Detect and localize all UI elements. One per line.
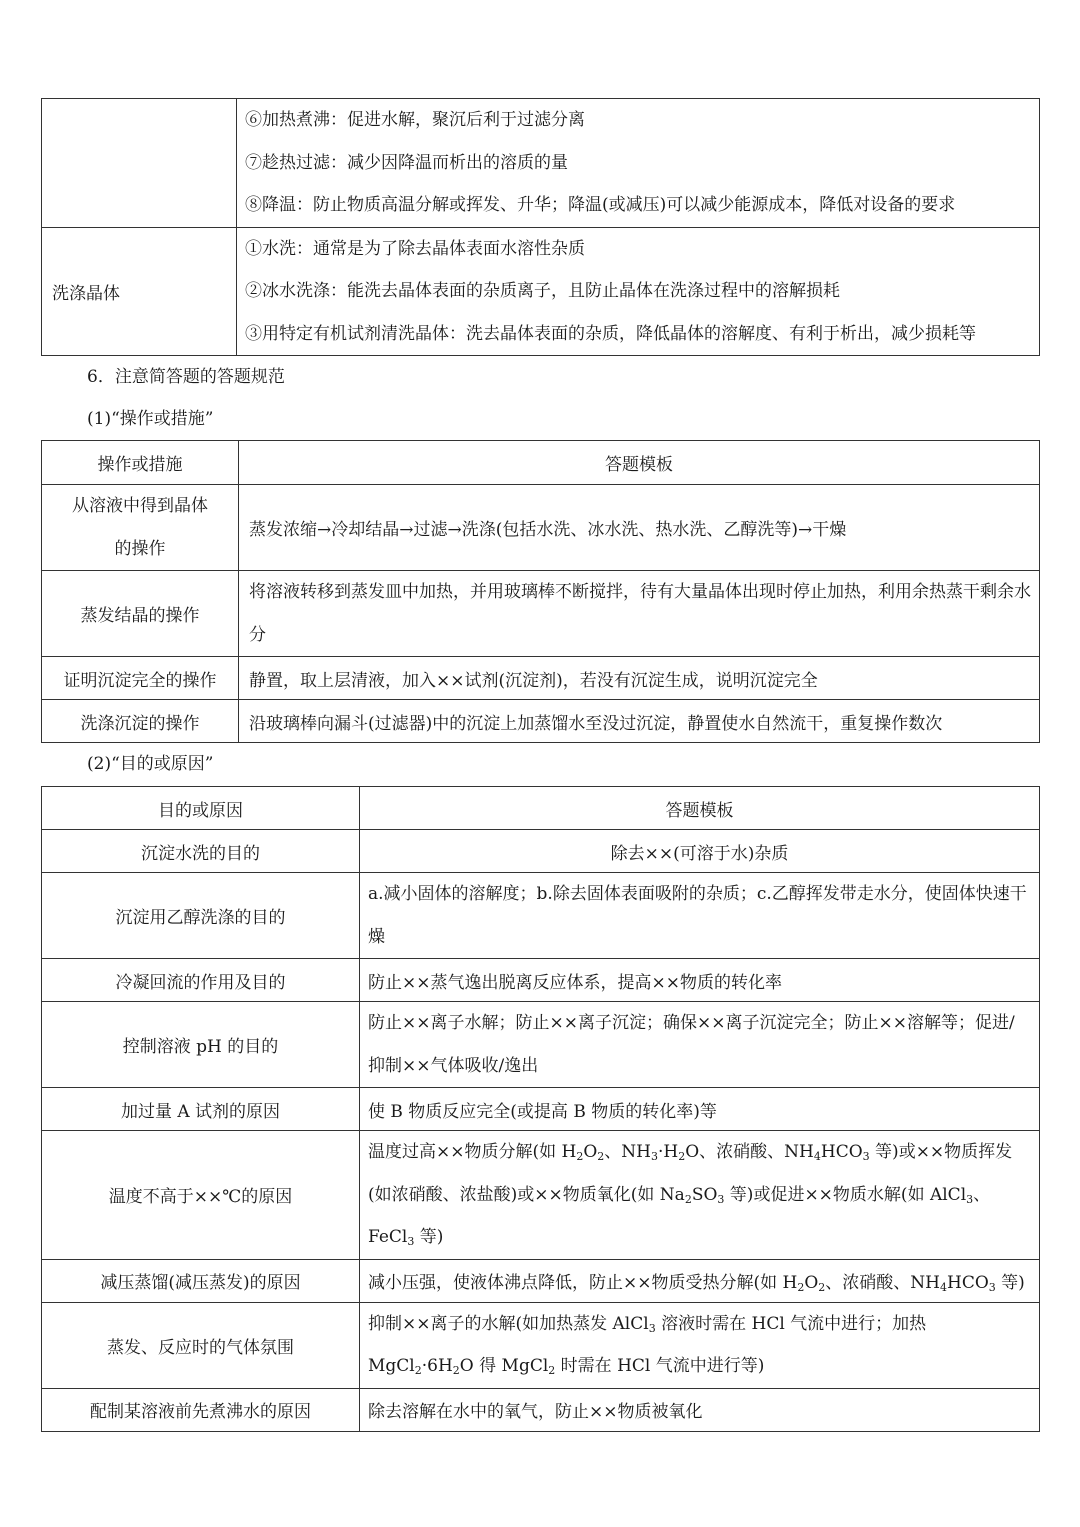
- header-cell: 答题模板: [239, 441, 1040, 485]
- row-text: 防止××离子水解；防止××离子沉淀；确保××离子沉淀完全；防止××溶解等；促进/抑制××气体吸收/逸出: [360, 1002, 1040, 1088]
- row-label: 从溶液中得到晶体的操作: [42, 485, 239, 571]
- row-label: 温度不高于××℃的原因: [42, 1131, 360, 1260]
- table-row: [42, 1388, 1040, 1431]
- row-label: 洗涤晶体: [42, 227, 237, 356]
- row-label: 沉淀水洗的目的: [42, 830, 360, 873]
- table-header-row: [42, 787, 1040, 830]
- list-item: ⑥加热煮沸：促进水解，聚沉后利于过滤分离: [245, 110, 585, 130]
- row-label: 证明沉淀完全的操作: [42, 657, 239, 700]
- row-text: 蒸发浓缩→冷却结晶→过滤→洗涤(包括水洗、冰水洗、热水洗、乙醇洗等)→干燥: [239, 485, 1040, 571]
- table-row: [42, 873, 1040, 959]
- row-text: 除去××(可溶于水)杂质: [360, 830, 1040, 873]
- row-label: 加过量 A 试剂的原因: [42, 1088, 360, 1131]
- row-label: 沉淀用乙醇洗涤的目的: [42, 873, 360, 959]
- table-row: [42, 485, 1040, 571]
- subsection-title: (2)“目的或原因”: [87, 754, 214, 774]
- row-text: 防止××蒸气逸出脱离反应体系，提高××物质的转化率: [360, 959, 1040, 1002]
- table-row: [42, 700, 1040, 743]
- row-label: 控制溶液 pH 的目的: [42, 1002, 360, 1088]
- table-operations: [41, 440, 1040, 743]
- row-label: 蒸发、反应时的气体氛围: [42, 1302, 360, 1388]
- row-text: a.减小固体的溶解度；b.除去固体表面吸附的杂质；c.乙醇挥发带走水分，使固体快速干燥: [360, 873, 1040, 959]
- row-text: 将溶液转移到蒸发皿中加热，并用玻璃棒不断搅拌，待有大量晶体出现时停止加热，利用余热蒸干剩余水分: [239, 571, 1040, 657]
- row-text: 静置，取上层清液，加入××试剂(沉淀剂)，若没有沉淀生成，说明沉淀完全: [239, 657, 1040, 700]
- row-text: 除去溶解在水中的氧气，防止××物质被氧化: [360, 1388, 1040, 1431]
- table-row: [42, 830, 1040, 873]
- list-item: ⑦趁热过滤：减少因降温而析出的溶质的量: [245, 152, 568, 173]
- subsection-title: (1)“操作或措施”: [87, 409, 214, 429]
- row-text: 使 B 物质反应完全(或提高 B 物质的转化率)等: [360, 1088, 1040, 1131]
- row-text: 抑制××离子的水解(如加热蒸发 AlCl$_3$ 溶液时需在 HCl 气流中进行；加热 $MgCl_2\cdot 6H_2O$ 得 MgCl$_2$ 时需在 HCl 气流中进行等): [360, 1302, 1040, 1388]
- row-label: 洗涤沉淀的操作: [42, 700, 239, 743]
- table-row: [42, 657, 1040, 700]
- row-text: 沿玻璃棒向漏斗(过滤器)中的沉淀上加蒸馏水至没过沉淀，静置使水自然流干，重复操作数次: [239, 700, 1040, 743]
- list-item: ②冰水洗涤：能洗去晶体表面的杂质离子，且防止晶体在洗涤过程中的溶解损耗: [245, 281, 840, 301]
- header-cell: 答题模板: [360, 787, 1040, 830]
- table-row: [42, 1259, 1040, 1302]
- table-row: [42, 99, 1040, 228]
- table-row: [42, 959, 1040, 1002]
- row-content: [237, 99, 1040, 228]
- table-purposes: [41, 786, 1040, 1432]
- table-separation-methods: [41, 98, 1040, 356]
- row-content: [237, 227, 1040, 356]
- list-item: ⑧降温：防止物质高温分解或挥发、升华；降温(或减压)可以减少能源成本，降低对设备的要求: [245, 195, 956, 215]
- table-header-row: [42, 441, 1040, 485]
- row-text: 减小压强，使液体沸点降低，防止××物质受热分解(如 $H_2O_2$、浓硝酸、$NH_4HCO_3$ 等): [360, 1259, 1040, 1302]
- header-cell: 操作或措施: [42, 441, 239, 485]
- row-label: 蒸发结晶的操作: [42, 571, 239, 657]
- table-row: [42, 1002, 1040, 1088]
- list-item: ③用特定有机试剂清洗晶体：洗去晶体表面的杂质，降低晶体的溶解度、有利于析出，减少损耗等: [245, 323, 976, 344]
- table-row: [42, 227, 1040, 356]
- table-row: [42, 571, 1040, 657]
- row-label: 减压蒸馏(减压蒸发)的原因: [42, 1259, 360, 1302]
- row-label: 冷凝回流的作用及目的: [42, 959, 360, 1002]
- section-title: 6．注意简答题的答题规范: [87, 367, 285, 387]
- list-item: ①水洗：通常是为了除去晶体表面水溶性杂质: [245, 238, 585, 259]
- row-label: 配制某溶液前先煮沸水的原因: [42, 1388, 360, 1431]
- table-row: [42, 1302, 1040, 1388]
- row-label: [42, 99, 237, 228]
- row-text: 温度过高××物质分解(如 $H_2O_2$、$NH_3\cdot H_2O$、浓硝酸、$NH_4HCO_3$ 等)或××物质挥发(如浓硝酸、浓盐酸)或××物质氧化(如 $Na_2SO_3$ 等)或促进××物质水解(如 AlCl$_3$、FeCl$_3$ 等): [360, 1131, 1040, 1260]
- table-row: [42, 1088, 1040, 1131]
- table-row: [42, 1131, 1040, 1260]
- header-cell: 目的或原因: [42, 787, 360, 830]
